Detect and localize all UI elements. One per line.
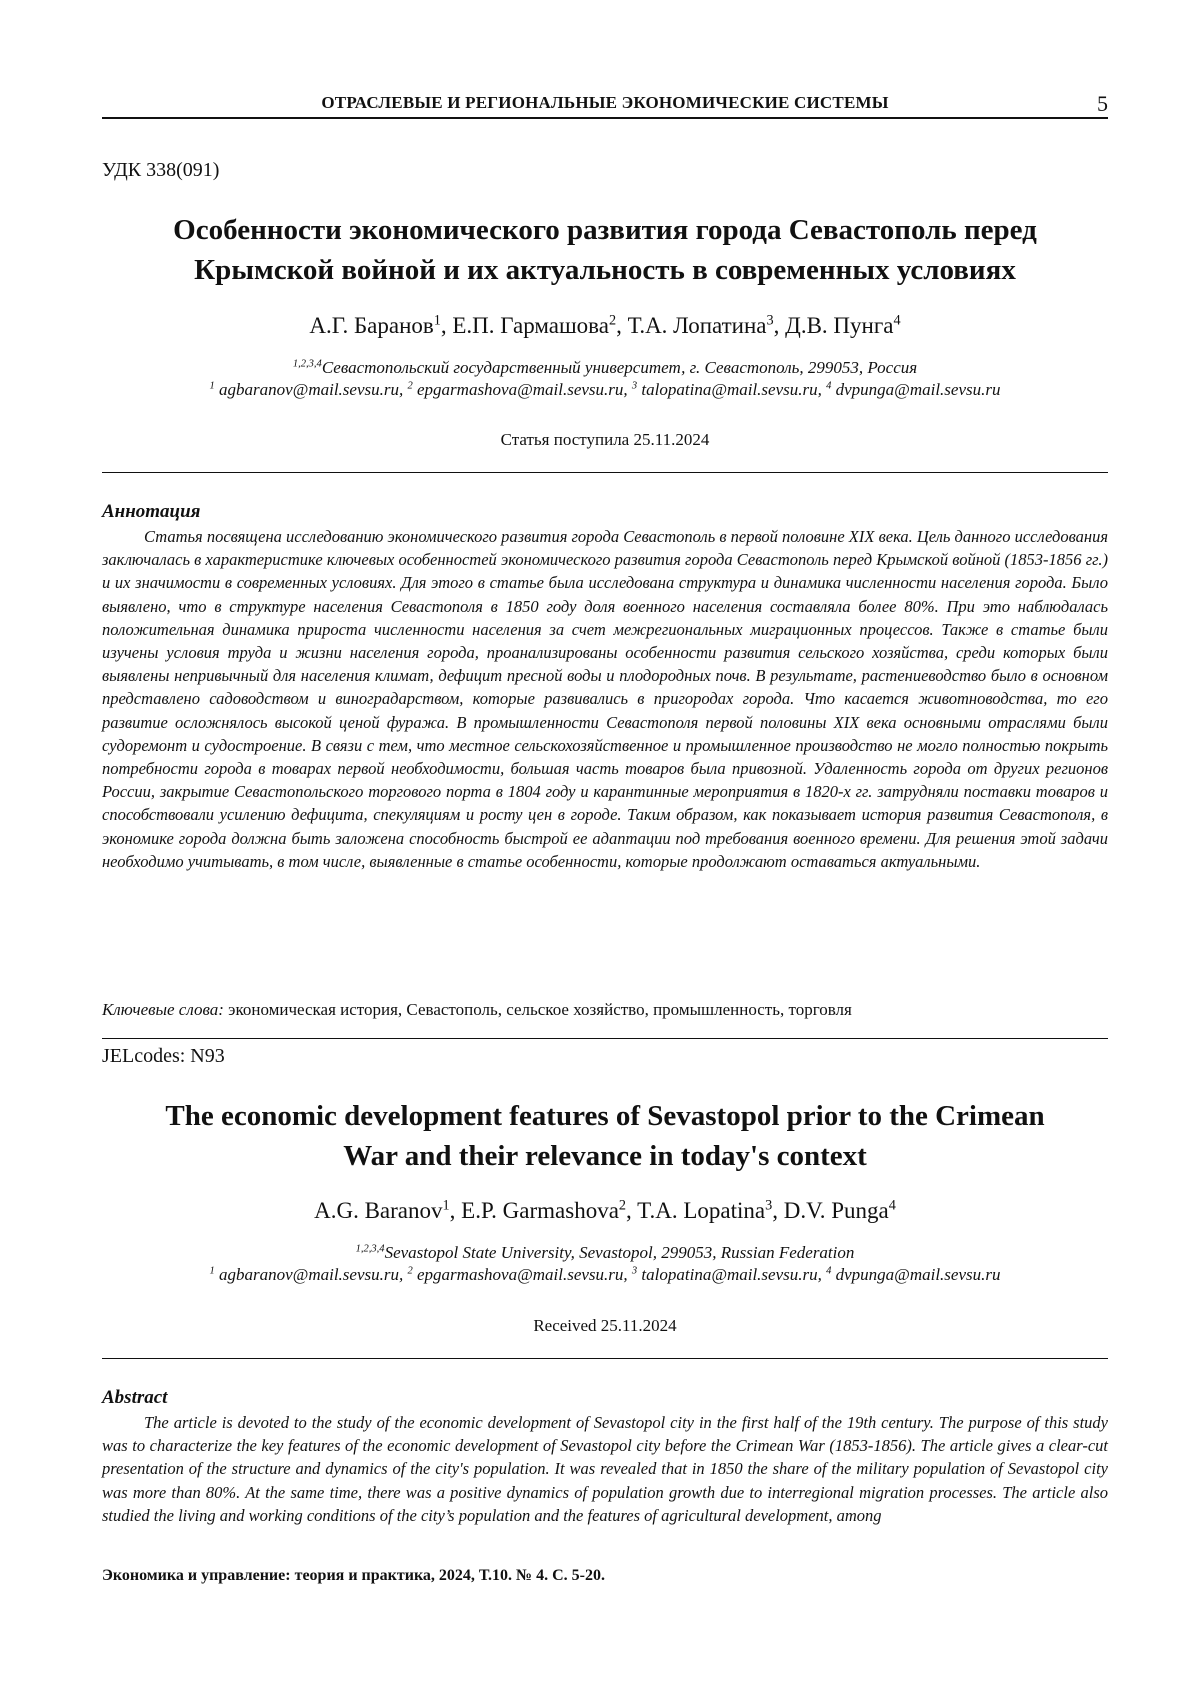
- author: T.A. Lopatina$^3$,: [637, 1197, 784, 1223]
- article-title-en: [102, 1096, 1108, 1176]
- article-title-en-line-2: War and their relevance in today's context: [343, 1140, 867, 1172]
- author: D.V. Punga$^4$: [783, 1197, 896, 1223]
- authors-en: [102, 1198, 1108, 1224]
- author: Д.В. Пунга$^4$: [785, 312, 901, 338]
- email-link[interactable]: talopatina@mail.sevsu.ru: [641, 380, 818, 399]
- article-title-ru-line-2: Крымской войной и их актуальность в современных условиях: [194, 254, 1016, 286]
- udk-code: УДК 338(091): [102, 159, 220, 181]
- article-title-en-line-1: The economic development features of Sevastopol prior to the Crimean: [165, 1100, 1045, 1132]
- divider: [102, 1358, 1108, 1359]
- author: Т.А. Лопатина$^3$,: [627, 312, 786, 338]
- running-header: [102, 93, 1108, 119]
- email-link[interactable]: epgarmashova@mail.sevsu.ru: [417, 1265, 624, 1284]
- divider: [102, 1038, 1108, 1039]
- page-number: 5: [1097, 91, 1108, 116]
- authors-ru: [102, 313, 1108, 339]
- article-title-ru-line-1: Особенности экономического развития города Севастополь перед: [173, 214, 1037, 246]
- jel-codes: JELcodes: N93: [102, 1045, 225, 1067]
- received-date-ru: Статья поступила 25.11.2024: [500, 430, 710, 449]
- affiliation-ru: [102, 357, 1108, 401]
- abstract-text-en: The article is devoted to the study of the economic development of Sevastopol city in the first half of the 19th century. The purpose of this study was to characterize the key features of the economic development of Sevastopol city before the Crimean War (1853-1856). The article gives a clear-cut presentation of the structure and dynamics of the city's population. It was revealed that in 1850 the share of the military population of Sevastopol city was more than 80%. At the same time, there was a positive dynamics of population growth due to interregional migration processes. The article also studied the living and working conditions of the city’s population and the features of agricultural development, among: [102, 1413, 1108, 1525]
- article-title-ru: [102, 210, 1108, 290]
- email-list: $^1$ agbaranov@mail.sevsu.ru, $^2$ epgarmashova@mail.sevsu.ru, $^3$ talopatina@mail.sevsu.ru, $^4$ dvpunga@mail.sevsu.ru: [209, 1265, 1001, 1284]
- email-link[interactable]: agbaranov@mail.sevsu.ru: [219, 1265, 399, 1284]
- email-link[interactable]: agbaranov@mail.sevsu.ru: [219, 380, 399, 399]
- abstract-heading-ru: Аннотация: [102, 501, 201, 522]
- email-link[interactable]: dvpunga@mail.sevsu.ru: [835, 1265, 1001, 1284]
- journal-section-title: ОТРАСЛЕВЫЕ И РЕГИОНАЛЬНЫЕ ЭКОНОМИЧЕСКИЕ СИСТЕМЫ: [321, 93, 889, 112]
- affiliation-line: $^{1,2,3,4}$Севастопольский государственный университет, г. Севастополь, 299053, Россия: [292, 358, 918, 377]
- email-list: $^1$ agbaranov@mail.sevsu.ru, $^2$ epgarmashova@mail.sevsu.ru, $^3$ talopatina@mail.sevsu.ru, $^4$ dvpunga@mail.sevsu.ru: [209, 380, 1001, 399]
- keywords-label: Ключевые слова:: [102, 1000, 224, 1019]
- email-link[interactable]: talopatina@mail.sevsu.ru: [641, 1265, 818, 1284]
- author: А.Г. Баранов$^1$,: [309, 312, 453, 338]
- abstract-text-ru: Статья посвящена исследованию экономического развития города Севастополь в первой половине XIX века. Цель данного исследования заключалась в характеристике ключевых особенностей экономического развития города Севастополь перед Крымской войной (1853-1856 гг.) и их значимости в современных условиях. Для этого в статье была исследована структура и динамика численности населения города. Было выявлено, что в структуре населения Севастополя в 1850 году доля военного населения составляла более 80%. При это наблюдалась положительная динамика прироста численности населения за счет межрегиональных миграционных процессов. Также в статье были изучены условия труда и жизни населения города, проанализированы особенности развития сельского хозяйства, среди которых были выявлены непривычный для населения климат, дефицит пресной воды и плодородных почв. В результате, растениеводство было в основном представлено садоводством и виноградарством, которые развивались в пригородах города. Что касается животноводства, то его развитие осложнялось высокой ценой фуража. В промышленности Севастополя первой половины XIX века основными отраслями были судоремонт и судостроение. В связи с тем, что местное сельскохозяйственное и промышленное производство не могло полностью покрыть потребности города в товарах первой необходимости, большая часть товаров была привозной. Удаленность города от других регионов России, закрытие Севастопольского торгового порта в 1804 году и карантинные мероприятия в 1820-х гг. затрудняли поставки товаров и способствовали усилению дефицита, спекуляциям и росту цен в городе. Таким образом, как показывает история развития Севастополя, в экономике города должна быть заложена способность быстрой ее адаптации под требования военного времени. Для решения этой задачи необходимо учитывать, в том числе, выявленные в статье особенности, которые продолжают оставаться актуальными.: [102, 527, 1108, 871]
- keywords-ru: [102, 1000, 1108, 1020]
- journal-citation-footer: Экономика и управление: теория и практика, 2024, Т.10. № 4. С. 5-20.: [102, 1567, 605, 1584]
- affiliation-line: $^{1,2,3,4}$Sevastopol State University, Sevastopol, 299053, Russian Federation: [355, 1243, 855, 1262]
- author: E.P. Garmashova$^2$,: [461, 1197, 638, 1223]
- divider: [102, 472, 1108, 473]
- author: Е.П. Гармашова$^2$,: [452, 312, 628, 338]
- affiliation-en: [102, 1242, 1108, 1286]
- author: A.G. Baranov$^1$,: [314, 1197, 462, 1223]
- keywords-list: экономическая история, Севастополь, сельское хозяйство, промышленность, торговля: [223, 1000, 852, 1019]
- abstract-heading-en: Abstract: [102, 1387, 168, 1408]
- email-link[interactable]: dvpunga@mail.sevsu.ru: [835, 380, 1001, 399]
- email-link[interactable]: epgarmashova@mail.sevsu.ru: [417, 380, 624, 399]
- received-date-en: Received 25.11.2024: [533, 1316, 677, 1335]
